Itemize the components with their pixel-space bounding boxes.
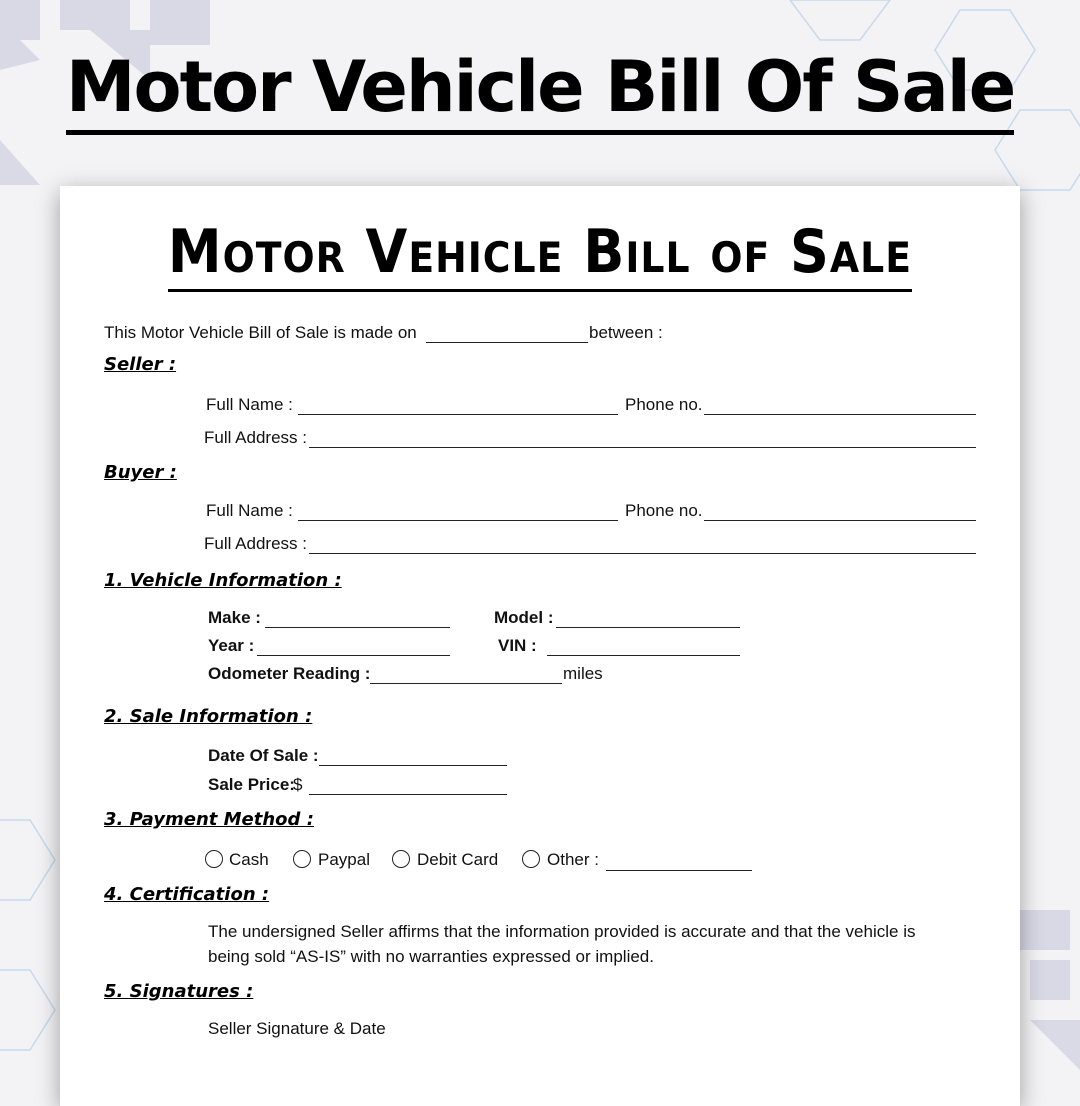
signatures-heading: 5. Signatures :	[104, 981, 254, 1002]
bill-of-sale-sheet	[60, 186, 1020, 1106]
other-radio[interactable]	[522, 850, 540, 868]
certification-text-line-2: being sold “AS-IS” with no warranties expressed or implied.	[208, 947, 654, 966]
buyer-full-name-label: Full Name :	[206, 501, 293, 520]
certification-text-line-1: The undersigned Seller affirms that the information provided is accurate and that the vehicle is	[208, 922, 916, 941]
vin-field[interactable]	[547, 655, 740, 656]
make-label: Make :	[208, 608, 261, 627]
seller-full-name-label: Full Name :	[206, 395, 293, 414]
seller-address-field[interactable]	[309, 447, 976, 448]
sale-info-heading: 2. Sale Information :	[104, 706, 313, 727]
seller-phone-field[interactable]	[704, 414, 976, 415]
certification-heading: 4. Certification :	[104, 884, 270, 905]
model-label: Model :	[494, 608, 554, 627]
seller-phone-label: Phone no.	[625, 395, 703, 414]
make-field[interactable]	[265, 627, 450, 628]
intro-text: This Motor Vehicle Bill of Sale is made on	[104, 323, 417, 342]
year-field[interactable]	[257, 655, 450, 656]
odometer-field[interactable]	[370, 683, 562, 684]
currency-symbol: $	[293, 775, 303, 794]
debit-card-label: Debit Card	[417, 850, 499, 869]
buyer-full-name-field[interactable]	[298, 520, 618, 521]
cash-radio[interactable]	[205, 850, 223, 868]
buyer-phone-field[interactable]	[704, 520, 976, 521]
buyer-phone-label: Phone no.	[625, 501, 703, 520]
sale-price-field[interactable]	[309, 794, 507, 795]
seller-full-name-field[interactable]	[298, 414, 618, 415]
document-title: Motor Vehicle Bill of Sale	[60, 222, 1020, 282]
sale-price-label: Sale Price:	[208, 775, 295, 794]
vehicle-info-heading: 1. Vehicle Information :	[104, 570, 342, 591]
agreement-date-field[interactable]	[426, 342, 588, 343]
cash-label: Cash	[229, 850, 269, 869]
model-field[interactable]	[556, 627, 740, 628]
date-of-sale-label: Date Of Sale :	[208, 746, 319, 765]
paypal-radio[interactable]	[293, 850, 311, 868]
date-of-sale-field[interactable]	[319, 765, 507, 766]
vin-label: VIN :	[498, 636, 537, 655]
banner-title: Motor Vehicle Bill Of Sale	[0, 52, 1080, 122]
intro-suffix: between :	[589, 323, 663, 342]
debit-card-radio[interactable]	[392, 850, 410, 868]
payment-method-heading: 3. Payment Method :	[104, 809, 314, 830]
year-label: Year :	[208, 636, 255, 655]
buyer-address-label: Full Address :	[204, 534, 307, 553]
other-label: Other :	[547, 850, 599, 869]
buyer-address-field[interactable]	[309, 553, 976, 554]
odometer-unit: miles	[563, 664, 603, 683]
odometer-label: Odometer Reading :	[208, 664, 371, 683]
seller-heading: Seller :	[104, 354, 177, 375]
seller-address-label: Full Address :	[204, 428, 307, 447]
buyer-heading: Buyer :	[104, 462, 177, 483]
other-payment-field[interactable]	[606, 870, 752, 871]
paypal-label: Paypal	[318, 850, 370, 869]
seller-signature-label: Seller Signature & Date	[208, 1019, 386, 1038]
